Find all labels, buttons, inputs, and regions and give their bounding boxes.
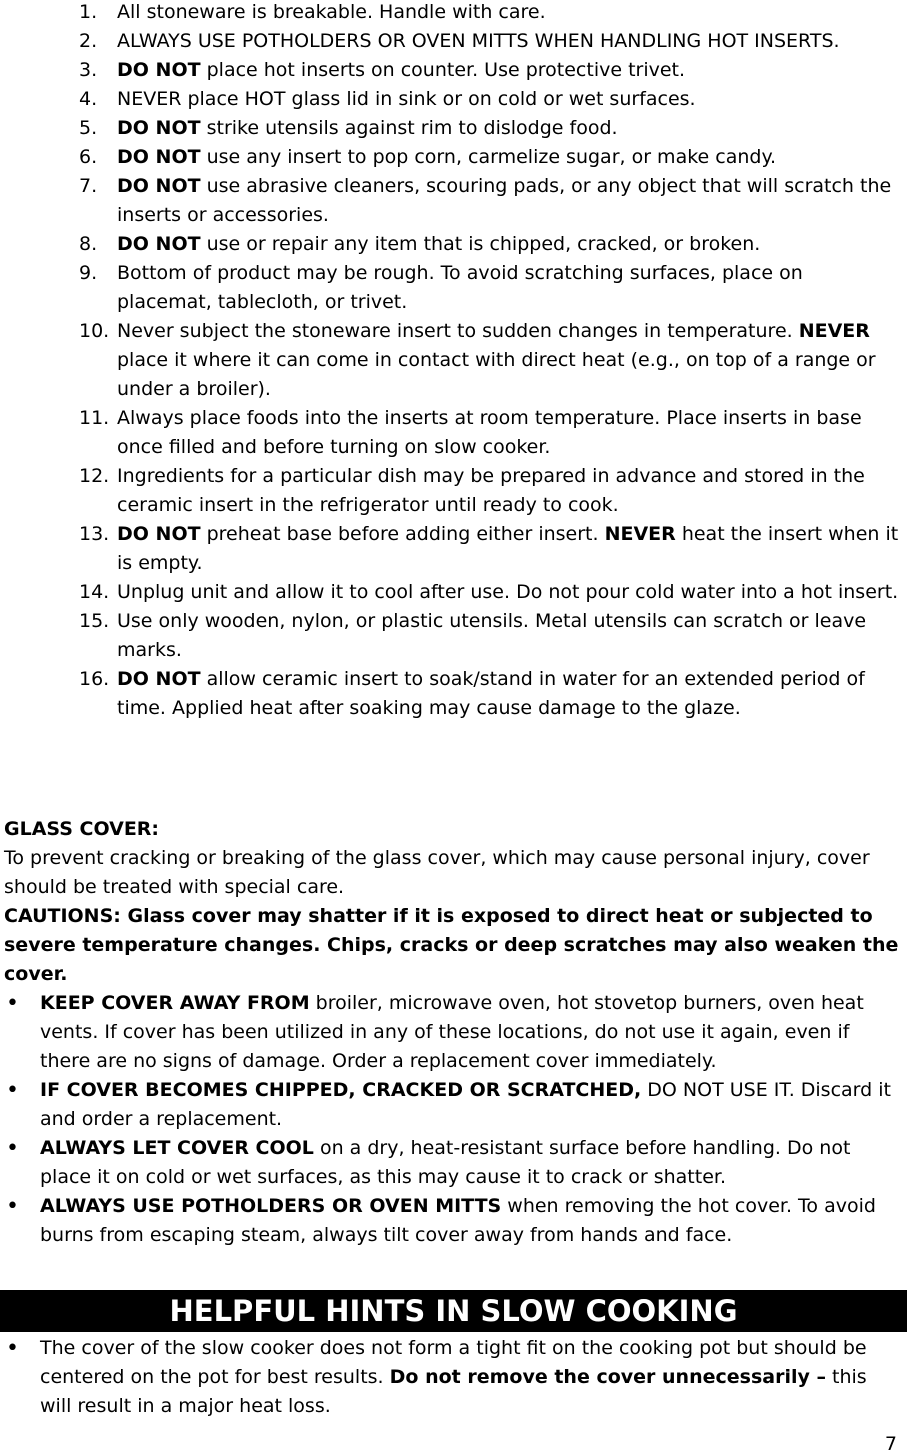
helpful-hints-list <box>4 1334 894 1421</box>
list-item <box>0 143 907 172</box>
body-text: Always place foods into the inserts at room temperature. Place inserts in base once filled and before turning on slow cooker. <box>117 407 862 458</box>
list-number: 4. <box>79 88 98 110</box>
list-number: 8. <box>79 233 98 255</box>
bullet-icon: • <box>6 1078 19 1103</box>
list-number: 11. <box>79 407 110 429</box>
list-number: 13. <box>79 523 110 545</box>
bullet-item <box>4 1334 894 1421</box>
bold-emphasis-text: DO NOT <box>117 175 201 197</box>
page-number: 7 <box>884 1433 897 1453</box>
list-item <box>0 259 907 317</box>
bold-emphasis-text: NEVER <box>604 523 676 545</box>
body-text: strike utensils against rim to dislodge food. <box>200 117 618 139</box>
bold-emphasis-text: DO NOT <box>117 59 201 81</box>
body-text: Use only wooden, nylon, or plastic utensils. Metal utensils can scratch or leave marks. <box>117 610 867 661</box>
list-number: 12. <box>79 465 110 487</box>
list-number: 6. <box>79 146 98 168</box>
bold-emphasis-text: NEVER <box>798 320 870 342</box>
glass-cover-section <box>4 815 904 1250</box>
bold-emphasis-text: DO NOT <box>117 146 201 168</box>
body-text: Never subject the stoneware insert to sudden changes in temperature. <box>117 320 799 342</box>
glass-cover-intro: To prevent cracking or breaking of the glass cover, which may cause personal injury, cover should be treated with special care. <box>4 847 870 898</box>
glass-cover-title: GLASS COVER: <box>4 818 160 840</box>
bullet-icon: • <box>6 1336 19 1361</box>
body-text: use abrasive cleaners, scouring pads, or any object that will scratch the inserts or accessories. <box>117 175 892 226</box>
glass-cover-bullets <box>4 989 904 1250</box>
stoneware-safety-list <box>0 0 907 723</box>
list-item <box>0 317 907 404</box>
list-number: 10. <box>79 320 110 342</box>
list-item <box>0 607 907 665</box>
list-item <box>0 578 907 607</box>
bold-emphasis-text: DO NOT <box>117 233 201 255</box>
list-item <box>0 56 907 85</box>
body-text: Ingredients for a particular dish may be prepared in advance and stored in the ceramic insert in the refrigerator until ready to cook. <box>117 465 865 516</box>
list-item <box>0 0 907 27</box>
bold-emphasis-text: KEEP COVER AWAY FROM <box>40 992 310 1014</box>
list-item <box>0 114 907 143</box>
bold-emphasis-text: ALWAYS USE POTHOLDERS OR OVEN MITTS <box>40 1195 502 1217</box>
body-text: ALWAYS USE POTHOLDERS OR OVEN MITTS WHEN HANDLING HOT INSERTS. <box>117 30 840 52</box>
body-text: allow ceramic insert to soak/stand in water for an extended period of time. Applied heat after soaking may cause damage to the glaze. <box>117 668 865 719</box>
body-text: Bottom of product may be rough. To avoid scratching surfaces, place on placemat, tablecloth, or trivet. <box>117 262 803 313</box>
list-number: 15. <box>79 610 110 632</box>
body-text: when removing the hot cover. To avoid burns from escaping steam, always tilt cover away from hands and face. <box>40 1195 876 1246</box>
body-text: NEVER place HOT glass lid in sink or on cold or wet surfaces. <box>117 88 696 110</box>
list-number: 3. <box>79 59 98 81</box>
list-number: 14. <box>79 581 110 603</box>
body-text: preheat base before adding either insert. <box>200 523 605 545</box>
body-text: Unplug unit and allow it to cool after use. Do not pour cold water into a hot insert. <box>117 581 899 603</box>
bold-emphasis-text: ALWAYS LET COVER COOL <box>40 1137 314 1159</box>
list-item <box>0 520 907 578</box>
bullet-item <box>4 1076 904 1134</box>
bullet-icon: • <box>6 1194 19 1219</box>
body-text: DO NOT USE IT. Discard it and order a replacement. <box>40 1079 891 1130</box>
body-text: use or repair any item that is chipped, cracked, or broken. <box>200 233 761 255</box>
list-item <box>0 85 907 114</box>
list-item <box>0 404 907 462</box>
bullet-item <box>4 1134 904 1192</box>
list-number: 9. <box>79 262 98 284</box>
glass-cover-cautions: CAUTIONS: Glass cover may shatter if it is exposed to direct heat or subjected to severe temperature changes. Chips, cracks or deep scratches may also weaken the cover. <box>4 905 899 985</box>
body-text: The cover of the slow cooker does not form a tight fit on the cooking pot but should be centered on the pot for best results. <box>40 1337 867 1388</box>
body-text: place it where it can come in contact with direct heat (e.g., on top of a range or under a broiler). <box>117 349 876 400</box>
body-text: All stoneware is breakable. Handle with care. <box>117 1 546 23</box>
body-text: on a dry, heat-resistant surface before handling. Do not place it on cold or wet surfaces, as this may cause it to crack or shatter. <box>40 1137 851 1188</box>
list-item <box>0 462 907 520</box>
bold-emphasis-text: DO NOT <box>117 668 201 690</box>
bold-emphasis-text: IF COVER BECOMES CHIPPED, CRACKED OR SCRATCHED, <box>40 1079 642 1101</box>
body-text: use any insert to pop corn, carmelize sugar, or make candy. <box>200 146 777 168</box>
list-item <box>0 665 907 723</box>
section-heading-helpful-hints: HELPFUL HINTS IN SLOW COOKING <box>0 1290 907 1332</box>
list-item <box>0 27 907 56</box>
list-number: 2. <box>79 30 98 52</box>
list-number: 7. <box>79 175 98 197</box>
bold-emphasis-text: Do not remove the cover unnecessarily – <box>389 1366 826 1388</box>
bullet-item <box>4 989 904 1076</box>
list-number: 16. <box>79 668 110 690</box>
list-item <box>0 230 907 259</box>
bold-emphasis-text: DO NOT <box>117 523 201 545</box>
bold-emphasis-text: DO NOT <box>117 117 201 139</box>
body-text: broiler, microwave oven, hot stovetop burners, oven heat vents. If cover has been utilized in any of these locations, do not use it again, even if there are no signs of damage. Order a replacement cover immediately. <box>40 992 864 1072</box>
list-item <box>0 172 907 230</box>
bullet-item <box>4 1192 904 1250</box>
list-number: 1. <box>79 1 98 23</box>
list-number: 5. <box>79 117 98 139</box>
body-text: place hot inserts on counter. Use protective trivet. <box>200 59 686 81</box>
body-text: this will result in a major heat loss. <box>40 1366 867 1417</box>
bullet-icon: • <box>6 1136 19 1161</box>
bullet-icon: • <box>6 991 19 1016</box>
body-text: heat the insert when it is empty. <box>117 523 899 574</box>
